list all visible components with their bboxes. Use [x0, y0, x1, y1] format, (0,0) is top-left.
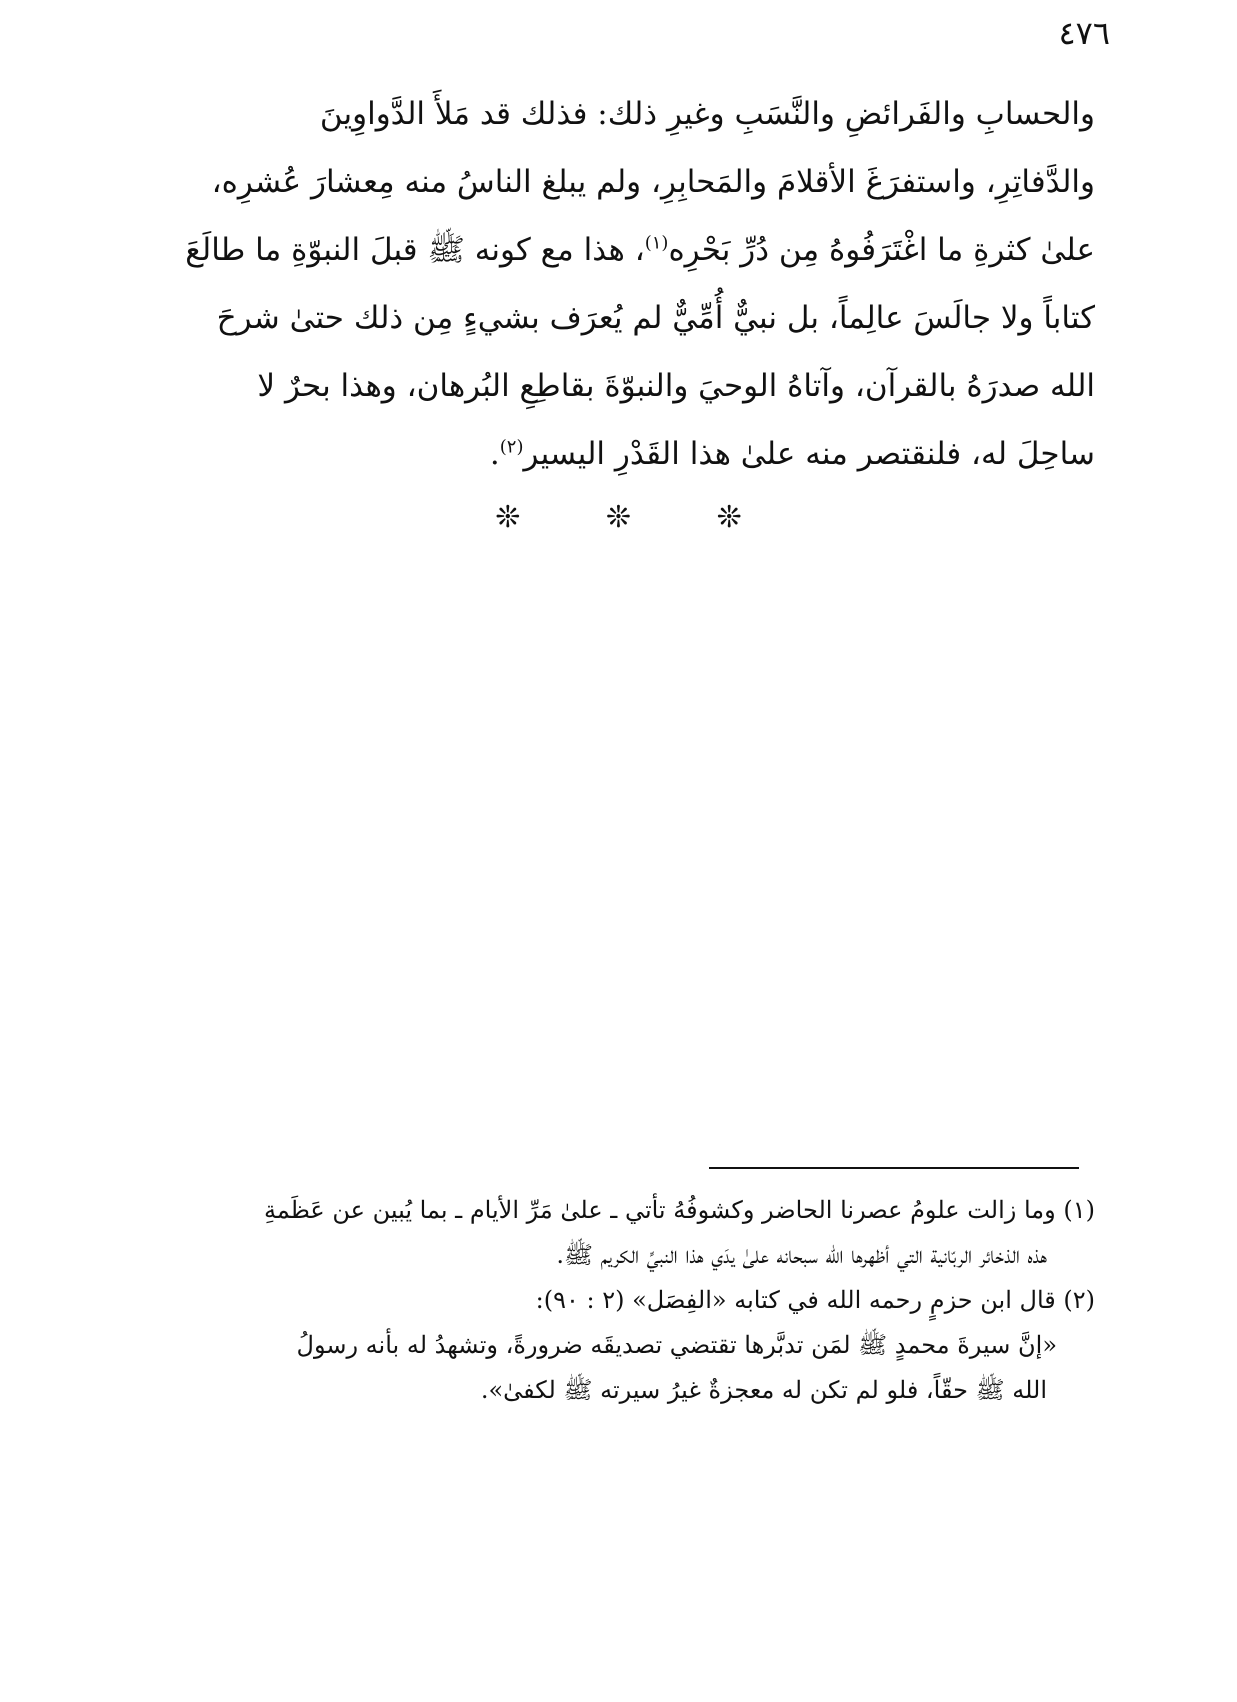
body-line-text: والدَّفاتِرِ، واستفرَغَ الأقلامَ والمَحابِرِ، ولم يبلغ الناسُ منه مِعشارَ عُشرِه،: [211, 164, 1095, 200]
footnote-line: (١) وما زالت علومُ عصرنا الحاضر وكشوفُهُ تأتي ـ علىٰ مَرِّ الأيام ـ بما يُبين عن عَظَمةِ: [264, 1196, 1095, 1224]
body-line: [160, 284, 1095, 352]
body-line-text: ساحِلَ له، فلنقتصر منه علىٰ هذا القَدْرِ اليسير: [523, 436, 1095, 472]
star-ornament-icon: ❊: [605, 500, 632, 535]
main-body-text: [160, 80, 1095, 488]
body-line-text: علىٰ كثرةِ ما اغْتَرَفُوهُ مِن دُرِّ بَحْرِه: [668, 232, 1095, 268]
star-ornament-icon: ❊: [716, 500, 742, 535]
star-ornament-icon: ❊: [495, 500, 521, 535]
body-line-text: .: [489, 436, 500, 472]
body-line: [160, 216, 1095, 284]
footnote-line: (٢) قال ابن حزمٍ رحمه الله في كتابه «الفِصَل» (٢ : ٩٠):: [535, 1286, 1095, 1314]
body-line: [160, 148, 1095, 216]
body-line-text: كتاباً ولا جالَسَ عالِماً، بل نبيٌّ أُمِّيٌّ لم يُعرَف بشيءٍ مِن ذلك حتىٰ شرحَ: [216, 300, 1095, 336]
section-separator: [0, 500, 1237, 535]
body-line: [160, 352, 1095, 420]
footnote-quote-line: الله ﷺ حقّاً، فلو لم تكن له معجزةٌ غيرُ سيرته ﷺ لكفىٰ».: [480, 1376, 1047, 1404]
footnote-reference[interactable]: (١): [644, 232, 669, 254]
footnote-divider: [709, 1167, 1079, 1169]
body-line: [160, 80, 1095, 148]
footnote-reference[interactable]: (٢): [499, 436, 524, 458]
body-line-text: ، هذا مع كونه ﷺ قبلَ النبوّةِ ما طالَعَ: [185, 232, 645, 268]
page-number: ٤٧٦: [1058, 14, 1110, 52]
footnotes-section: [150, 1188, 1095, 1413]
footnote-line: هذه الذخائر الربّانية التي أظهرها الله سبحانه علىٰ يدَي هذا النبيِّ الكريم ﷺ.: [556, 1241, 1047, 1269]
footnote-quote-line: «إنَّ سيرةَ محمدٍ ﷺ لمَن تدبَّرها تقتضي تصديقَه ضرورةً، وتشهدُ له بأنه رسولُ: [296, 1331, 1057, 1359]
body-line: [160, 420, 1095, 488]
body-line-text: والحسابِ والفَرائضِ والنَّسَبِ وغيرِ ذلك: فذلك قد مَلأَ الدَّواوِينَ: [319, 96, 1095, 132]
body-line-text: الله صدرَهُ بالقرآن، وآتاهُ الوحيَ والنبوّةَ بقاطِعِ البُرهان، وهذا بحرٌ لا: [257, 368, 1095, 404]
